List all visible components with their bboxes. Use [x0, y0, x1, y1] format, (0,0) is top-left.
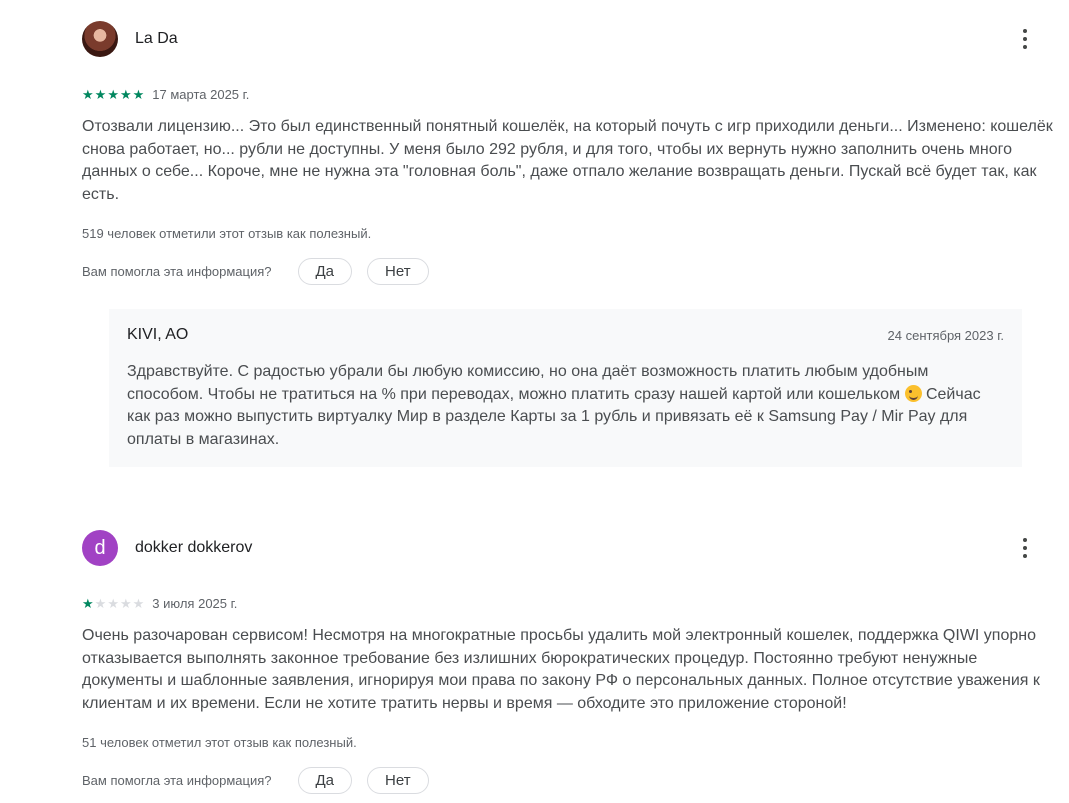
review-header: [82, 529, 1057, 567]
helpful-row: [82, 257, 1057, 285]
helpful-question: Вам помогла эта информация?: [82, 772, 272, 788]
avatar: [82, 21, 118, 57]
star-icon: ★: [82, 86, 94, 102]
star-icon: ★: [132, 595, 145, 611]
rating-stars: [82, 88, 144, 101]
helpful-row: [82, 766, 1057, 794]
helpful-count: 51 человек отметил этот отзыв как полезный.: [82, 735, 357, 750]
reply-header: [127, 325, 1004, 345]
no-button[interactable]: Нет: [367, 258, 429, 285]
yes-button[interactable]: Да: [298, 258, 353, 285]
reply-text-part-2: Сейчас как раз можно выпустить виртуалку Мир в разделе Карты за 1 рубль и привязать её к Samsung Pay / Mir Pay для оплаты в магазинах.: [127, 385, 981, 448]
star-icon: ★: [107, 595, 119, 611]
helpful-question: Вам помогла эта информация?: [82, 263, 272, 279]
helpful-count: 519 человек отметили этот отзыв как полезный.: [82, 226, 372, 241]
rating-stars: [82, 597, 144, 610]
developer-reply: [109, 309, 1022, 467]
no-button[interactable]: Нет: [367, 767, 429, 794]
review-meta: [82, 86, 1057, 102]
star-icon: ★: [119, 595, 132, 611]
review-text: Отозвали лицензию... Это был единственный понятный кошелёк, на который почуть с игр приходили деньги... Изменено: кошелёк снова работает, но... рубли не доступны. У меня было 292 рубля, и для того, чтобы их вернуть нужно заполнить очень много данных о себе... Короче, мне не нужна эта "головная боль", даже отпало желание возвращать деньги. Пускай всё будет так, как есть.: [82, 118, 1053, 203]
more-vert-icon[interactable]: [1021, 29, 1029, 49]
star-icon: ★: [132, 86, 145, 102]
review-meta: [82, 595, 1057, 611]
review-card: [82, 529, 1057, 794]
review-author: dokker dokkerov: [135, 539, 253, 556]
star-icon: ★: [82, 595, 94, 611]
star-icon: ★: [119, 86, 132, 102]
star-icon: ★: [107, 86, 119, 102]
wink-emoji-icon: [905, 385, 922, 402]
star-icon: ★: [94, 595, 107, 611]
review-header: [82, 20, 1057, 58]
reply-date: 24 сентября 2023 г.: [887, 327, 1004, 343]
avatar: d: [82, 530, 118, 566]
reply-text: [127, 361, 1004, 451]
review-text: Очень разочарован сервисом! Несмотря на многократные просьбы удалить мой электронный кошелек, поддержка QIWI упорно отказывается выполнять законное требование без излишних бюрократических процедур. Постоянно требуют ненужные документы и шаблонные заявления, игнорируя мои права по закону РФ о персональных данных. Полное отсутствие уважения к клиентам и их времени. Если не хотите тратить нервы и время — обходите это приложение стороной!: [82, 627, 1040, 712]
reply-author: KIVI, AO: [127, 326, 189, 343]
star-icon: ★: [94, 86, 107, 102]
reply-text-part-1: Здравствуйте. С радостью убрали бы любую комиссию, но она даёт возможность платить любым удобным способом. Чтобы не тратиться на % при переводах, можно платить сразу нашей картой или кошельком: [127, 363, 929, 403]
review-author: La Da: [135, 30, 178, 47]
review-date: 17 марта 2025 г.: [152, 86, 250, 102]
more-vert-icon[interactable]: [1021, 538, 1029, 558]
review-card: [82, 20, 1057, 285]
yes-button[interactable]: Да: [298, 767, 353, 794]
review-date: 3 июля 2025 г.: [152, 595, 238, 611]
